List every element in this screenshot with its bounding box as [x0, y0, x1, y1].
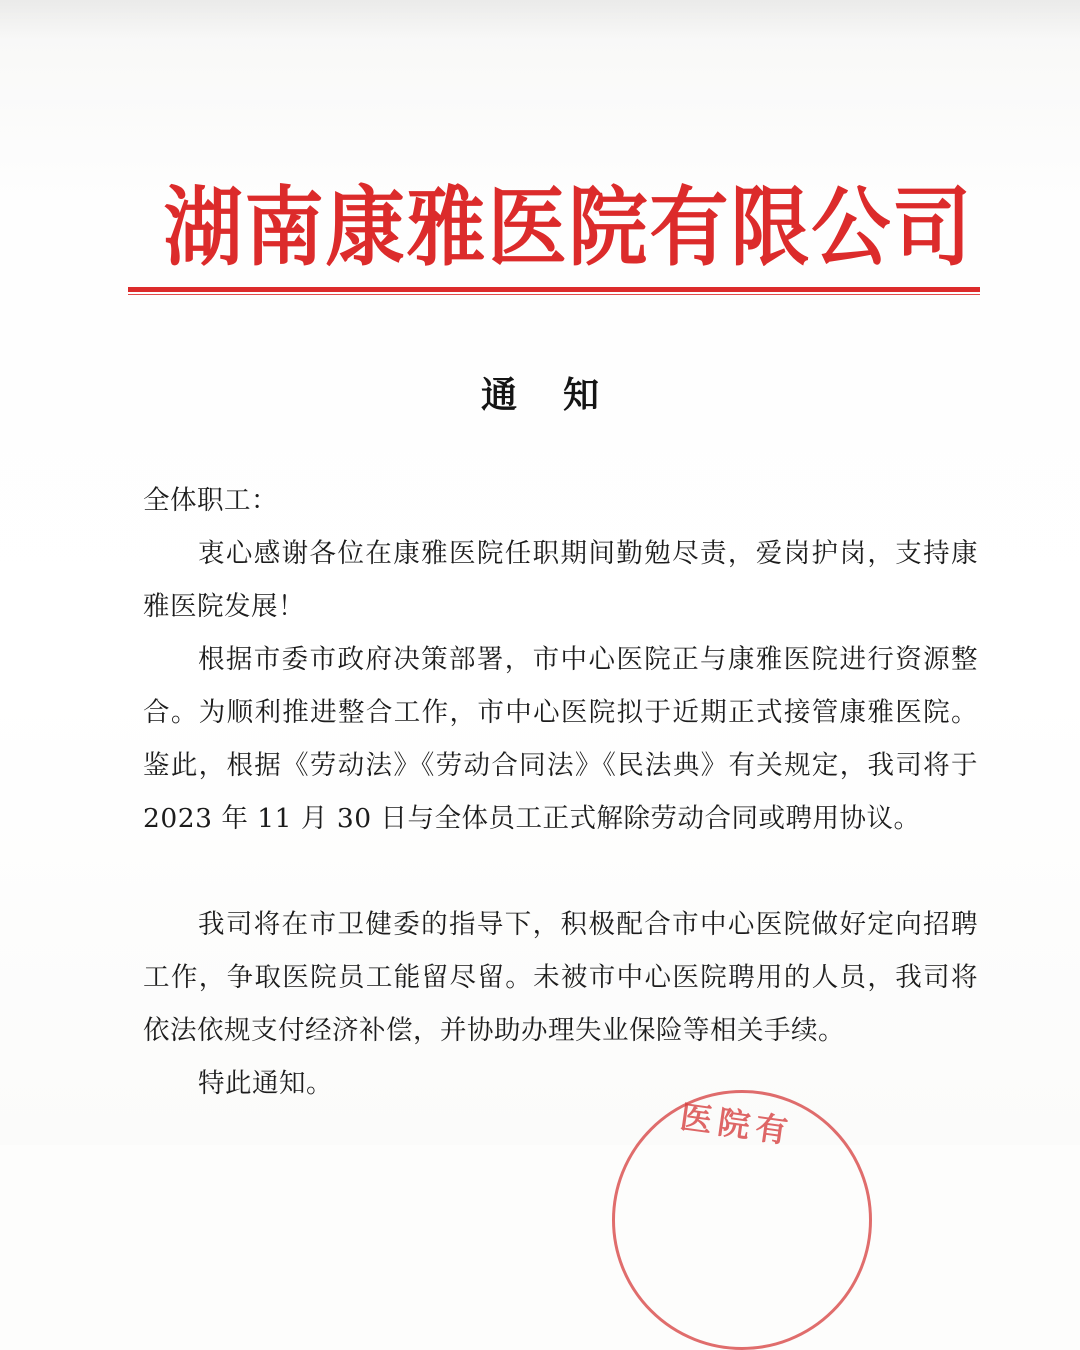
salutation: 全体职工： — [143, 485, 278, 516]
paper-shadow — [0, 0, 1080, 40]
paragraph-closing: 特此通知。 — [198, 1068, 333, 1099]
paragraph-thanks: 衷心感谢各位在康雅医院任职期间勤勉尽责，爱岗护岗，支持康雅医院发展！ — [143, 538, 978, 622]
letterhead-company-name: 湖南康雅医院有限公司 — [163, 177, 974, 278]
paragraph-recruitment: 我司将在市卫健委的指导下，积极配合市中心医院做好定向招聘工作，争取医院员工能留尽留。未被市中心医院聘用的人员，我司将依法依规支付经济补偿，并协助办理失业保险等相关手续。 — [143, 909, 978, 1046]
paragraph-termination: 根据市委市政府决策部署，市中心医院正与康雅医院进行资源整合。为顺利推进整合工作，市中心医院拟于近期正式接管康雅医院。鉴此，根据《劳动法》《劳动合同法》《民法典》有关规定，我司将于 2023 年 11 月 30 日与全体员工正式解除劳动合同或聘用协议。 — [143, 644, 978, 834]
official-seal-text: 医院有 — [677, 1097, 797, 1152]
notice-title: 通知 — [480, 374, 645, 416]
letterhead-red-rule — [128, 287, 980, 292]
letterhead-red-rule-thin — [128, 294, 980, 295]
